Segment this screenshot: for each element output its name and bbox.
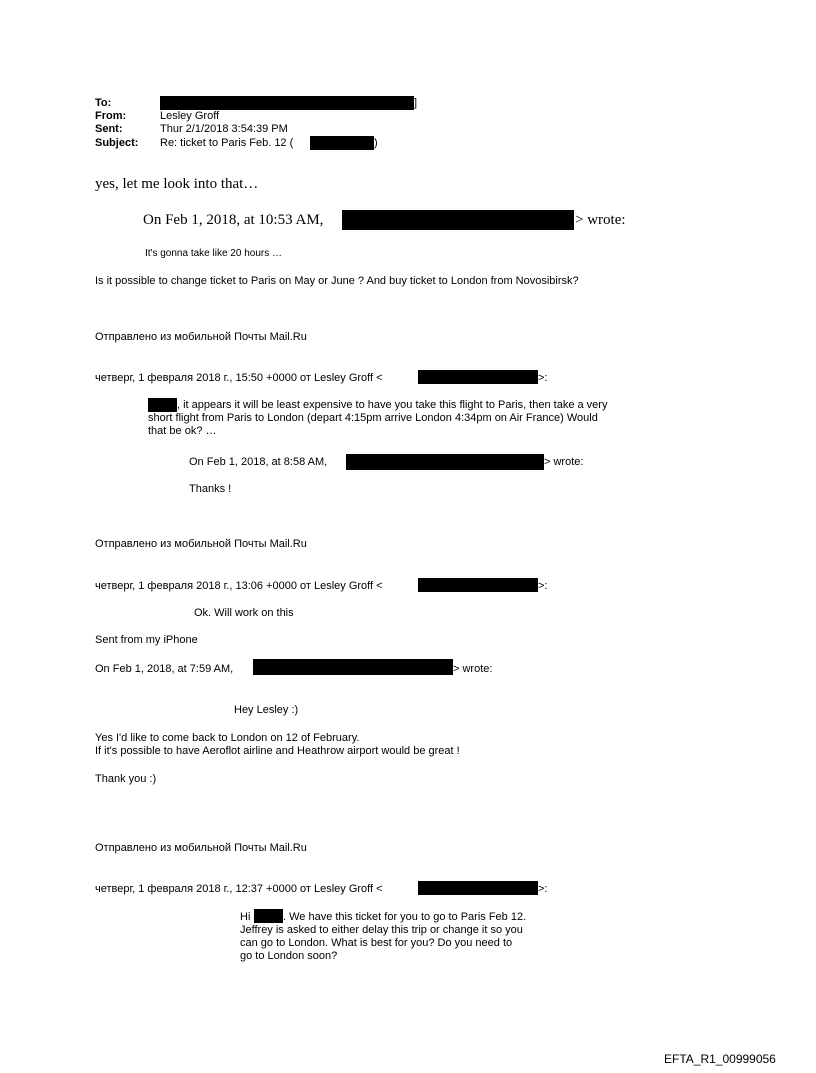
quote1-prefix: On Feb 1, 2018, at 10:53 AM, — [143, 212, 324, 228]
redaction-quote3 — [253, 659, 453, 675]
subject-label: Subject: — [95, 137, 139, 149]
yes-line-1: Yes I'd like to come back to London on 12 of February. — [95, 732, 360, 744]
reply-header-1-prefix: четверг, 1 февраля 2018 г., 15:50 +0000 от Lesley Groff < — [95, 372, 383, 384]
iphone-signature: Sent from my iPhone — [95, 634, 198, 646]
quote2-suffix: > wrote: — [544, 456, 584, 468]
hi-para-line4: go to London soon? — [240, 950, 338, 962]
bates-number: EFTA_R1_00999056 — [664, 1052, 776, 1066]
yes-line-2: If it's possible to have Aeroflot airline and Heathrow airport would be great ! — [95, 745, 460, 757]
to-label: To: — [95, 97, 112, 109]
redaction-quote2 — [346, 454, 544, 470]
mailru-signature-2: Отправлено из мобильной Почты Mail.Ru — [95, 538, 307, 550]
reply-top: yes, let me look into that… — [95, 176, 259, 192]
reply-header-2-prefix: четверг, 1 февраля 2018 г., 13:06 +0000 от Lesley Groff < — [95, 580, 383, 592]
redaction-to — [160, 96, 414, 110]
quote1-suffix: > wrote: — [575, 212, 626, 228]
quote1-line1: It's gonna take like 20 hours … — [145, 248, 282, 259]
to-trailing: ] — [414, 97, 418, 109]
redaction-email-2 — [418, 578, 538, 592]
para1-line1: , it appears it will be least expensive to have you take this flight to Paris, then take a very — [177, 399, 608, 411]
hi-para-line2: Jeffrey is asked to either delay this trip or change it so you — [240, 924, 523, 936]
hey-line: Hey Lesley :) — [234, 704, 299, 716]
hi-para-line3: can go to London. What is best for you? Do you need to — [240, 937, 513, 949]
redaction-email-1 — [418, 370, 538, 384]
quote2-prefix: On Feb 1, 2018, at 8:58 AM, — [189, 456, 328, 468]
para1-line2: short flight from Paris to London (depart 4:15pm arrive London 4:34pm on Air France) Would — [148, 412, 598, 424]
quote3-prefix: On Feb 1, 2018, at 7:59 AM, — [95, 663, 234, 675]
reply-header-1-suffix: >: — [538, 372, 548, 384]
reply-header-3-prefix: четверг, 1 февраля 2018 г., 12:37 +0000 от Lesley Groff < — [95, 883, 383, 895]
hi-word: Hi — [240, 911, 251, 923]
hi-para-line1: . We have this ticket for you to go to Paris Feb 12. — [283, 911, 527, 923]
ok-line: Ok. Will work on this — [194, 607, 294, 619]
redaction-name-2 — [254, 909, 283, 923]
sent-label: Sent: — [95, 123, 123, 135]
mailru-signature-1: Отправлено из мобильной Почты Mail.Ru — [95, 331, 307, 343]
reply-header-2-suffix: >: — [538, 580, 548, 592]
redaction-email-3 — [418, 881, 538, 895]
from-label: From: — [95, 110, 127, 122]
para1-line3: that be ok? … — [148, 425, 217, 437]
thank-you-line: Thank you :) — [95, 773, 157, 785]
reply-header-3-suffix: >: — [538, 883, 548, 895]
from-value: Lesley Groff — [160, 110, 220, 122]
quote2-body: Thanks ! — [189, 483, 232, 495]
subject-value: Re: ticket to Paris Feb. 12 ( — [160, 137, 294, 149]
subject-close: ) — [374, 137, 378, 149]
sent-value: Thur 2/1/2018 3:54:39 PM — [160, 123, 288, 135]
redaction-quote1 — [342, 210, 574, 230]
quote3-suffix: > wrote: — [453, 663, 493, 675]
redaction-subject — [310, 136, 374, 150]
quote1-line2: Is it possible to change ticket to Paris on May or June ? And buy ticket to London from Novosibirsk? — [95, 275, 579, 287]
redaction-name-1 — [148, 398, 177, 412]
mailru-signature-3: Отправлено из мобильной Почты Mail.Ru — [95, 842, 307, 854]
